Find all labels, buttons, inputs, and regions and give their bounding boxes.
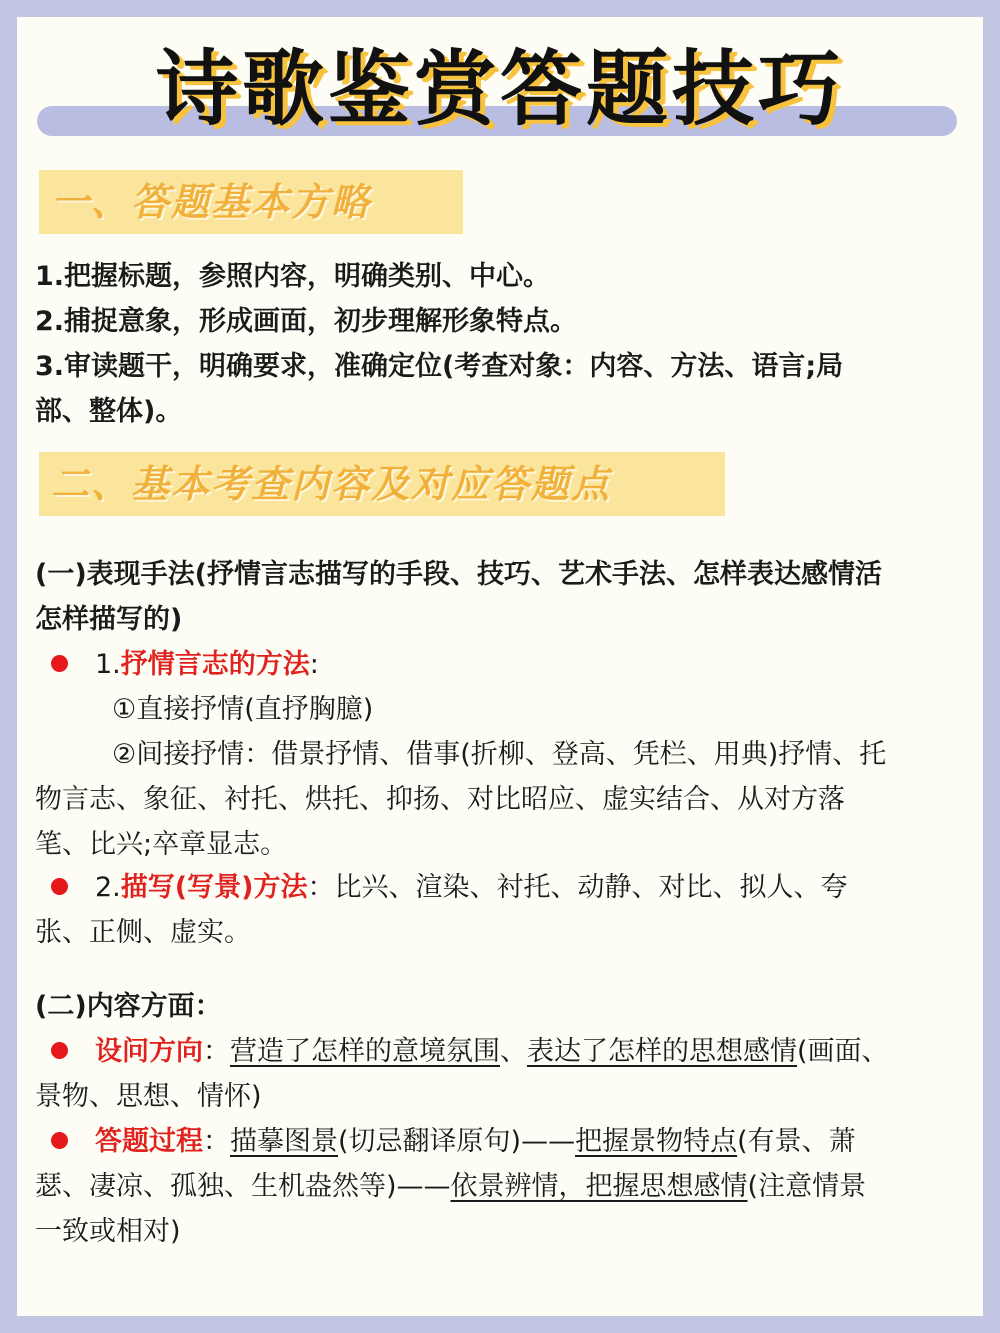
item1-label: 抒情言志的方法	[120, 649, 310, 680]
part1-item2	[35, 866, 847, 910]
process-line2-a: 瑟、凄凉、孤独、生机盎然等)——	[35, 1171, 451, 1202]
item1-sub1: ①直接抒情(直抒胸臆)	[112, 694, 374, 725]
process-mid1: (切忌翻译原句)——	[338, 1126, 576, 1157]
item2-number: 2.	[95, 872, 121, 903]
part1-item1	[35, 643, 319, 687]
part2-process-line1	[35, 1120, 856, 1164]
item1-number: 1.	[95, 649, 121, 680]
process-tail2: (注意情景	[747, 1171, 867, 1202]
question-tail: (画面、	[797, 1036, 889, 1067]
item2-text-line1: ：比兴、渲染、衬托、动静、对比、拟人、夸	[307, 872, 848, 903]
process-colon: ：	[203, 1126, 230, 1157]
question-label: 设问方向	[95, 1036, 203, 1067]
section1-heading: 一、答题基本方略	[39, 170, 463, 234]
item1-sub2-line3: 笔、比兴;卒章显志。	[35, 829, 288, 860]
part1-title-line2: 怎样描写的)	[35, 604, 183, 635]
section1-line-3: 3.审读题干，明确要求，准确定位(考查对象：内容、方法、语言;局	[35, 351, 844, 382]
page-title: 诗歌鉴赏答题技巧	[155, 42, 844, 137]
process-underline-1: 描摹图景	[230, 1126, 338, 1157]
bullet-dot-icon	[51, 655, 68, 672]
question-underline-2: 表达了怎样的思想感情	[527, 1036, 797, 1067]
bullet-dot-icon	[51, 878, 68, 895]
section1-line-4: 部、整体)。	[35, 396, 183, 427]
process-underline-2: 把握景物特点	[575, 1126, 738, 1157]
part2-title: (二)内容方面：	[35, 991, 222, 1022]
question-colon: ：	[203, 1036, 230, 1067]
section2-heading: 二、基本考查内容及对应答题点	[39, 452, 725, 516]
item1-colon: :	[309, 649, 319, 680]
part2-process-line2	[35, 1165, 866, 1209]
part2-process-line3: 一致或相对)	[35, 1216, 181, 1247]
section1-line-1: 1.把握标题，参照内容，明确类别、中心。	[35, 261, 551, 292]
question-underline-1: 营造了怎样的意境氛围	[230, 1036, 500, 1067]
section1-line-2: 2.捕捉意象，形成画面，初步理解形象特点。	[35, 306, 578, 337]
bullet-dot-icon	[51, 1132, 68, 1149]
part1-title-line1: (一)表现手法(抒情言志描写的手段、技巧、艺术手法、怎样表达感情活	[35, 559, 883, 590]
process-label: 答题过程	[95, 1126, 203, 1157]
item1-sub2-line1: ②间接抒情：借景抒情、借事(折柳、登高、凭栏、用典)抒情、托	[112, 739, 887, 770]
question-sep: 、	[500, 1036, 527, 1067]
item2-label: 描写(写景)方法	[120, 872, 308, 903]
part2-question-line1	[35, 1030, 889, 1074]
process-tail1: (有景、萧	[737, 1126, 856, 1157]
bullet-dot-icon	[51, 1042, 68, 1059]
process-underline-3: 依景辨情，把握思想感情	[450, 1171, 748, 1202]
item1-sub2-line2: 物言志、象征、衬托、烘托、抑扬、对比昭应、虚实结合、从对方落	[35, 784, 845, 815]
part2-question-line2: 景物、思想、情怀)	[35, 1081, 262, 1112]
item2-text-line2: 张、正侧、虚实。	[35, 917, 251, 948]
